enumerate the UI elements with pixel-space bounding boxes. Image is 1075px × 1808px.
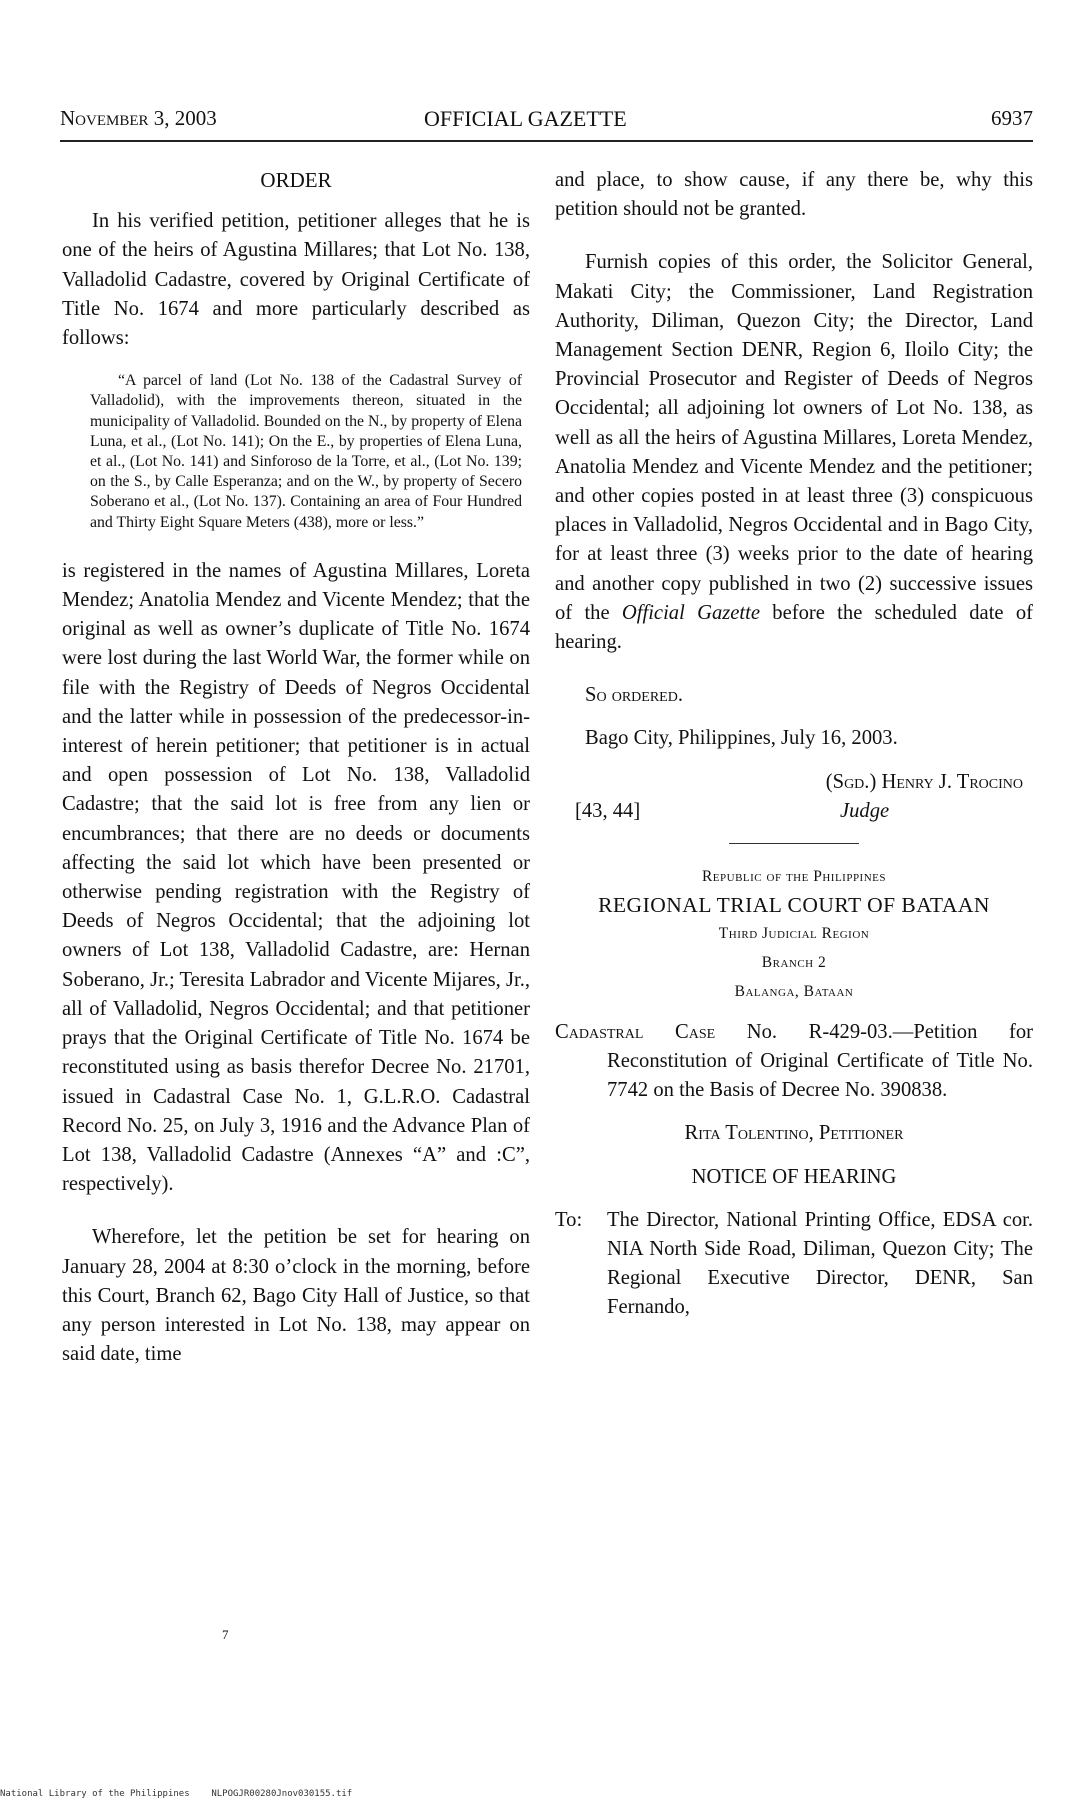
signature: (Sgd.) Henry J. Trocino — [825, 770, 1023, 793]
to-label: To: — [555, 1208, 583, 1231]
order-paragraph-1: In his verified petition, petitioner alleges that he is one of the heirs of Agustina Millares; that Lot No. 138, Valladolid Cadastre, covered by Original Certificate of Title No. 1674 and more particularly described as follows: — [62, 210, 530, 350]
header-rule — [60, 140, 1033, 142]
order-heading: ORDER — [260, 168, 332, 192]
right-column — [555, 166, 1033, 1323]
reference-numbers: [43, 44] — [575, 799, 641, 822]
issue-date: November 3, 2003 — [60, 106, 217, 130]
addressee-text: The Director, National Printing Office, EDSA cor. NIA North Side Road, Diliman, Quezon City; The Regional Executive Director, DENR, San Fernando, — [607, 1208, 1033, 1319]
judge-title: Judge — [840, 799, 890, 822]
furnish-paragraph — [555, 248, 1033, 657]
section-divider — [729, 843, 859, 844]
land-description-quote: “A parcel of land (Lot No. 138 of the Cadastral Survey of Valladolid), with the improvements thereon, situated in the municipality of Valladolid. Bounded on the N., by property of Elena Luna, et al., (Lot No. 141); On the E., by properties of Elena Luna, et al., (Lot No. 141) and Sinforoso de la Torre, et al., (Lot No. 139; on the S., by Calle Esperanza; and on the W., by property of Secero Soberano et al., (Lot No. 137). Containing an area of Four Hundred and Thirty Eight Square Meters (438), more or less.” — [90, 372, 522, 531]
case-label: Cadastral Case — [555, 1020, 716, 1043]
place-and-date: Bago City, Philippines, July 16, 2003. — [585, 727, 898, 750]
court-branch: Branch 2 — [761, 953, 827, 971]
so-ordered: So ordered. — [585, 684, 683, 707]
case-text: No. R-429-03.—Petition for Reconstitution of Original Certificate of Title No. 7742 on the Basis of Decree No. 390838. — [607, 1020, 1033, 1102]
furnish-text-italic: Official Gazette — [621, 601, 761, 624]
left-column — [62, 166, 530, 1369]
addressee-block — [555, 1206, 1033, 1323]
scan-footer — [0, 1789, 352, 1799]
furnish-text-b: before the scheduled date of hearing. — [555, 601, 1033, 654]
petitioner-name: Rita Tolentino, Petitioner — [684, 1122, 904, 1145]
library-credit: National Library of the Philippines — [0, 1789, 190, 1799]
notice-heading: NOTICE OF HEARING — [691, 1165, 897, 1188]
order-paragraph-2: is registered in the names of Agustina Millares, Loreta Mendez; Anatolia Mendez and Vicente Mendez; that the original as well as owner’s duplicate of Title No. 1674 were lost during the last World War, the former while on file with the Registry of Deeds of Negros Occidental and the latter while in possession of the predecessor-in-interest of herein petitioner; that petitioner is in actual and open possession of Lot No. 138, Valladolid Cadastre; that the said lot is free from any lien or encumbrances; that there are no deeds or documents affecting the said lot which have been presented or otherwise pending registration with the Registry of Deeds of Negros Occidental; that the adjoining lot owners of Lot 138, Valladolid Cadastre, are: Hernan Soberano, Jr.; Teresita Labrador and Vicente Mijares, Jr., all of Valladolid, Negros Occidental; and that petitioner prays that the Original Certificate of Title No. 1674 be reconstituted using as basis therefor Decree No. 21701, issued in Cadastral Case No. 1, G.L.R.O. Cadastral Record No. 25, on July 3, 1916 and the Advance Plan of Lot 138, Valladolid Cadastre (Annexes “A” and :C”, respectively). — [62, 559, 530, 1196]
court-region: Third Judicial Region — [718, 924, 870, 942]
case-title — [555, 1018, 1033, 1106]
court-republic: Republic of the Philippines — [701, 867, 887, 885]
page-header — [60, 106, 1033, 138]
page-number: 6937 — [991, 106, 1033, 130]
file-name: NLPOGJR00280Jnov030155.tif — [211, 1789, 353, 1799]
court-location: Balanga, Bataan — [734, 982, 854, 1000]
continuation-paragraph: and place, to show cause, if any there be, why this petition should not be granted. — [555, 169, 1033, 221]
furnish-text-a: Furnish copies of this order, the Solicitor General, Makati City; the Commissioner, Land Registration Authority, Diliman, Quezon City; the Director, Land Management Section DENR, Region 6, Iloilo City; the Provincial Prosecutor and Register of Deeds of Negros Occidental; all adjoining lot owners of Lot No. 138, as well as all the heirs of Agustina Millares, Loreta Mendez, Anatolia Mendez and Vicente Mendez and the petitioner; and other copies posted in at least three (3) conspicuous places in Valladolid, Negros Occidental and in Bago City, for at least three (3) weeks prior to the date of hearing and another copy published in two (2) successive issues of the — [555, 251, 1033, 624]
publication-title: OFFICIAL GAZETTE — [424, 106, 627, 131]
page-mark: 7 — [222, 1627, 229, 1642]
order-paragraph-3: Wherefore, let the petition be set for hearing on January 28, 2004 at 8:30 o’clock in the morning, before this Court, Branch 62, Bago City Hall of Justice, so that any person interested in Lot No. 138, may appear on said date, time — [62, 1226, 530, 1366]
signature-row — [555, 797, 1033, 827]
court-name: REGIONAL TRIAL COURT OF BATAAN — [598, 892, 990, 917]
